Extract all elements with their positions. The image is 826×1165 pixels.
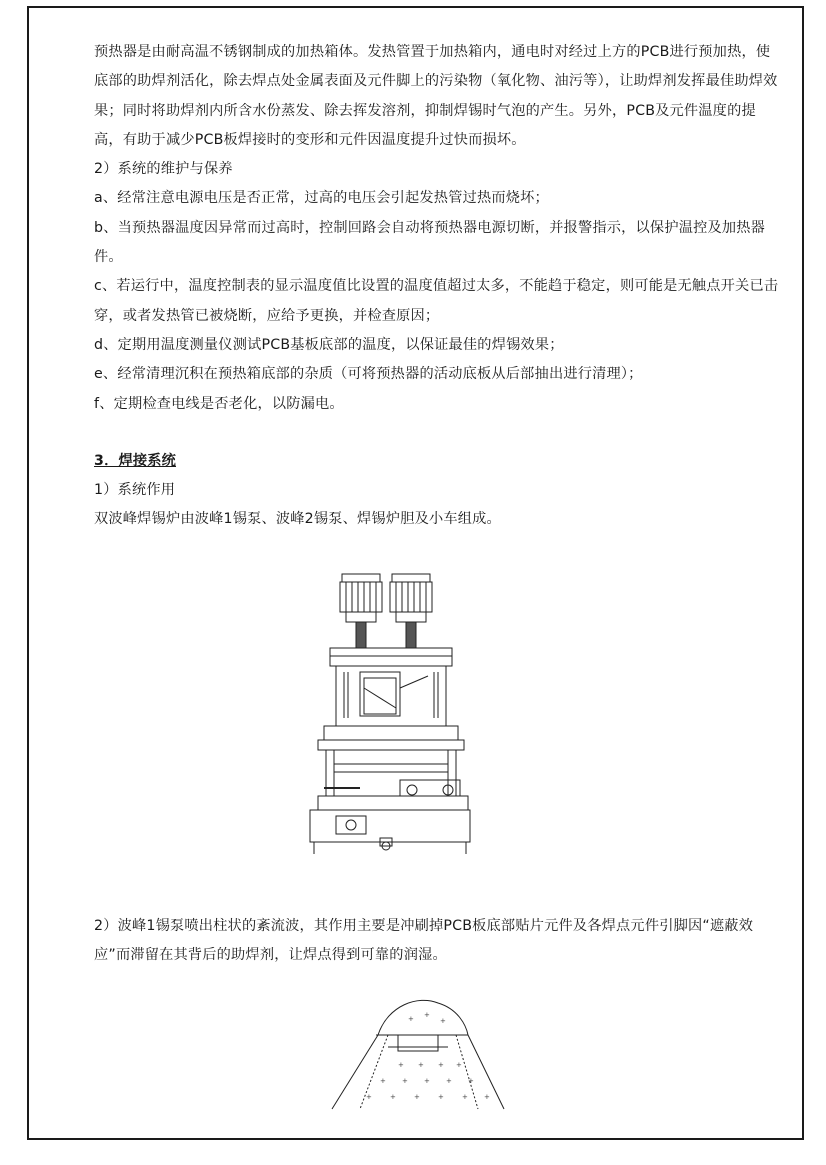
svg-text:+: + <box>484 1093 490 1101</box>
maintenance-item-c: c、若运行中，温度控制表的显示温度值比设置的温度值超过太多，不能趋于稳定，则可能是无触点开关已击穿，或者发热管已被烧断，应给予更换，并检查原因； <box>94 278 779 324</box>
svg-text:+: + <box>424 1077 430 1085</box>
svg-text:+: + <box>408 1015 414 1023</box>
maintenance-item-a: a、经常注意电源电压是否正常，过高的电压会引起发热管过热而烧坏； <box>94 190 549 207</box>
maintenance-title: 2）系统的维护与保养 <box>94 161 233 178</box>
svg-text:+: + <box>462 1093 468 1101</box>
intro-paragraph: 预热器是由耐高温不锈钢制成的加热箱体。发热管置于加热箱内，通电时对经过上方的PCB进行预加热，使底部的助焊剂活化，除去焊点处金属表面及元件脚上的污染物（氧化物、油污等），让助焊剂发挥最佳助焊效果；同时将助焊剂内所含水份蒸发、除去挥发溶剂，抑制焊锡时气泡的产生。另外，PCB及元件温度的提高，有助于减少PCB板焊接时的变形和元件因温度提升过快而损坏。 <box>94 44 778 148</box>
section-heading: 3．焊接系统 <box>94 452 177 469</box>
svg-text:+: + <box>402 1077 408 1085</box>
svg-text:+: + <box>440 1017 446 1025</box>
maintenance-item-e: e、经常清理沉积在预热箱底部的杂质（可将预热器的活动底板从后部抽出进行清理）； <box>94 366 643 383</box>
maintenance-item-f: f、定期检查电线是否老化，以防漏电。 <box>94 395 344 412</box>
document-body <box>94 38 784 535</box>
svg-text:+: + <box>456 1061 462 1069</box>
svg-text:+: + <box>446 1077 452 1085</box>
turbulent-wave-drawing <box>328 995 506 1115</box>
svg-text:+: + <box>380 1077 386 1085</box>
svg-text:+: + <box>398 1061 404 1069</box>
svg-text:+: + <box>366 1093 372 1101</box>
subsection-text: 双波峰焊锡炉由波峰1锡泵、波峰2锡泵、焊锡炉胆及小车组成。 <box>94 511 501 528</box>
maintenance-item-b: b、当预热器温度因异常而过高时，控制回路会自动将预热器电源切断，并报警指示，以保护温控及加热器件。 <box>94 219 766 266</box>
wave-solder-pump-drawing <box>300 568 480 858</box>
subsection-title: 1）系统作用 <box>94 482 176 499</box>
svg-text:+: + <box>418 1061 424 1069</box>
svg-text:+: + <box>468 1077 474 1085</box>
svg-text:+: + <box>438 1093 444 1101</box>
svg-text:+: + <box>414 1093 420 1101</box>
svg-text:+: + <box>390 1093 396 1101</box>
wave1-paragraph: 2）波峰1锡泵喷出柱状的紊流波，其作用主要是冲刷掉PCB板底部贴片元件及各焊点元件引脚因“遮蔽效应”而滞留在其背后的助焊剂，让焊点得到可靠的润湿。 <box>94 918 754 964</box>
svg-text:+: + <box>438 1061 444 1069</box>
svg-text:+: + <box>424 1011 430 1019</box>
wave1-description <box>94 912 784 971</box>
maintenance-item-d: d、定期用温度测量仪测试PCB基板底部的温度，以保证最佳的焊锡效果； <box>94 336 564 353</box>
